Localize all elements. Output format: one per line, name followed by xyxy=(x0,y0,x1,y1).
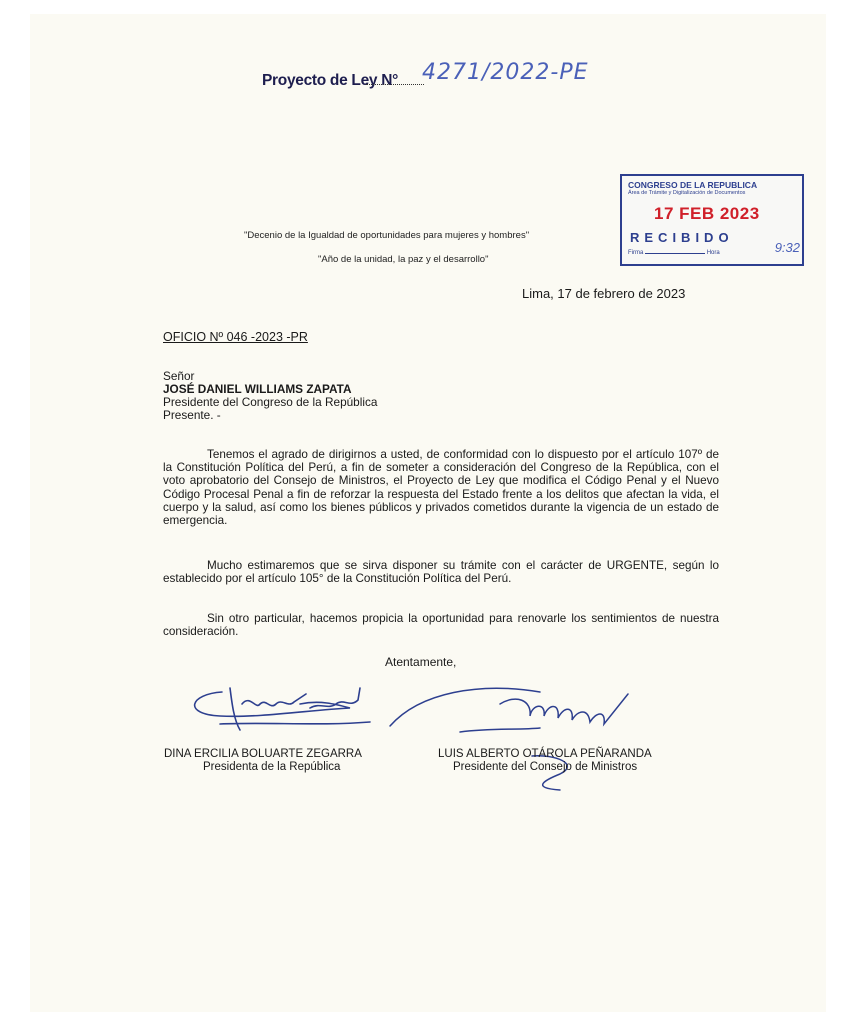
recipient-name: JOSÉ DANIEL WILLIAMS ZAPATA xyxy=(163,382,352,396)
signer-1-name: DINA ERCILIA BOLUARTE ZEGARRA xyxy=(164,748,362,760)
signature-boluarte xyxy=(195,688,370,730)
stamp-title: CONGRESO DE LA REPUBLICA xyxy=(628,180,758,190)
body-paragraph-2: Mucho estimaremos que se sirva disponer su trámite con el carácter de URGENTE, según lo establecido por el artículo 105° de la Constitución Política del Perú. xyxy=(163,559,719,586)
stamp-fields xyxy=(628,250,720,256)
stamp-date: 17 FEB 2023 xyxy=(654,204,760,223)
recipient-title: Presidente del Congreso de la República xyxy=(163,395,378,409)
reception-stamp xyxy=(620,174,804,266)
stamp-firma-label: Firma xyxy=(628,250,644,256)
stamp-status: RECIBIDO xyxy=(630,230,734,245)
proyecto-number-handwritten: 4271/2022-PE xyxy=(422,60,589,85)
stamp-hora-label: Hora xyxy=(706,250,720,256)
closing: Atentamente, xyxy=(385,655,457,669)
proyecto-label: Proyecto de Ley N° xyxy=(262,72,399,89)
signer-2-role: Presidente del Consejo de Ministros xyxy=(453,761,638,773)
salutation: Señor xyxy=(163,369,195,383)
stamp-time-handwritten: 9:32 xyxy=(774,240,800,255)
motto-decenio: "Decenio de la Igualdad de oportunidades para mujeres y hombres" xyxy=(244,230,530,241)
motto-anio: "Año de la unidad, la paz y el desarrollo" xyxy=(318,254,489,265)
stamp-subtitle: Área de Trámite y Digitalización de Documentos xyxy=(628,190,746,196)
document-page xyxy=(30,14,826,1012)
place-date: Lima, 17 de febrero de 2023 xyxy=(522,286,686,301)
signature-otarola xyxy=(390,688,628,790)
body-paragraph-3: Sin otro particular, hacemos propicia la oportunidad para renovarle los sentimientos de nuestra consideración. xyxy=(163,612,719,639)
signer-2-name: LUIS ALBERTO OTÁROLA PEÑARANDA xyxy=(438,748,652,760)
body-paragraph-1: Tenemos el agrado de dirigirnos a usted, de conformidad con lo dispuesto por el artículo 107º de la Constitución Política del Perú, a fin de someter a consideración del Congreso de la República, con el voto aprobatorio del Consejo de Ministros, el Proyecto de Ley que modifica el Código Penal y el Nuevo Código Procesal Penal a fin de reforzar la respuesta del Estado frente a los delitos que afectan la vida, el cuerpo y la salud, así como los bienes públicos y privados cometidos durante la vigencia de un estado de emergencia. xyxy=(163,448,719,528)
signatures-area xyxy=(160,664,760,804)
dotted-line xyxy=(366,84,424,85)
presente: Presente. - xyxy=(163,408,221,422)
stamp-firma-line xyxy=(645,253,705,254)
signer-1-role: Presidenta de la República xyxy=(203,761,341,773)
oficio-number: OFICIO Nº 046 -2023 -PR xyxy=(163,330,308,344)
